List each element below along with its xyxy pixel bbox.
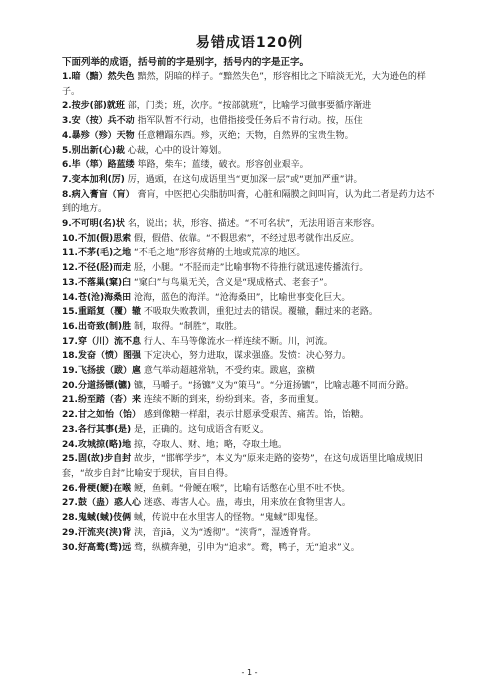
idiom-term: 4.暴殄（殄）天物 — [62, 130, 135, 141]
idiom-term: 26.骨梗(鲠)在喉 — [62, 483, 132, 494]
idiom-explanation: 蜮，传说中在水里害人的怪物。“鬼蜮”即鬼怪。 — [134, 513, 324, 524]
idiom-explanation: 黯然，阴暗的样子。“黯然失色”，形容相比之下暗淡无光，大为逊色的样子。 — [62, 72, 426, 97]
idiom-explanation: 部，门类；班，次序。“按部就班”，比喻学习做事要循序渐进 — [127, 101, 372, 112]
idiom-entry — [62, 496, 442, 511]
idiom-explanation: 心裁，心中的设计筹划。 — [127, 145, 227, 156]
idiom-term: 13.不落巢(窠)臼 — [62, 277, 132, 288]
idiom-entry — [62, 452, 442, 481]
idiom-term: 25.固(故)步自封 — [62, 454, 132, 465]
idiom-explanation: 制，取得。“制胜”，取胜。 — [134, 321, 243, 332]
page-number: - 1 - — [241, 668, 258, 677]
idiom-term: 20.分道扬镖(镳) — [62, 380, 132, 391]
idiom-entry — [62, 99, 442, 114]
idiom-explanation: 连续不断的到来，纷纷到来。沓，多而重复。 — [143, 395, 324, 406]
idiom-entry — [62, 173, 442, 188]
idiom-term: 28.鬼蜮(蜮)伎俩 — [62, 513, 132, 524]
idiom-entry — [62, 423, 442, 438]
idiom-entry — [62, 541, 442, 556]
idiom-entry — [62, 217, 442, 232]
idiom-entry — [62, 70, 442, 99]
idiom-entry — [62, 335, 442, 350]
idiom-explanation: “不毛之地”形容贫瘠的土地或荒凉的地区。 — [134, 248, 306, 259]
idiom-term: 3.安（按）兵不动 — [62, 116, 135, 127]
idiom-entry — [62, 246, 442, 261]
idiom-term: 22.甘之如怡（饴） — [62, 410, 141, 421]
idiom-entry — [62, 408, 442, 423]
idiom-explanation: 故步，“邯郸学步”，本义为“原来走路的姿势”，在这句成语里比喻成规旧套，“故步自封”比喻安于现状，盲目自得。 — [62, 454, 423, 479]
idiom-entry — [62, 114, 442, 129]
idiom-term: 5.别出新(心)裁 — [62, 145, 125, 156]
idiom-term: 24.攻城掠(略)地 — [62, 439, 132, 450]
idiom-entry — [62, 158, 442, 173]
idiom-explanation: “窠臼”与鸟巢无关，含义是“现成格式、老套子”。 — [134, 277, 333, 288]
idiom-explanation: 是，正确的。这句成语含有贬义。 — [134, 424, 270, 435]
idiom-entry — [62, 276, 442, 291]
idiom-entry — [62, 305, 442, 320]
idiom-term: 11.不茅(毛)之地 — [62, 248, 132, 259]
idiom-entry — [62, 188, 442, 217]
idiom-explanation: 不吸取失败教训，重犯过去的错误。覆辙，翻过来的老路。 — [143, 307, 378, 318]
idiom-term: 17.穿（川）流不息 — [62, 336, 141, 347]
idiom-entry — [62, 482, 442, 497]
idiom-entry — [62, 526, 442, 541]
idiom-term: 21.纷至踏（沓）来 — [62, 395, 141, 406]
idiom-entry — [62, 379, 442, 394]
idiom-explanation: 下定决心，努力进取，谋求强盛。发愤：决心努力。 — [143, 351, 351, 362]
idiom-entry — [62, 291, 442, 306]
idiom-term: 1.暗（黯）然失色 — [62, 72, 135, 82]
intro-text: 下面列举的成语，括号前的字是别字，括号内的字是正字。 — [62, 57, 310, 68]
idiom-term: 27.鼓（蛊）惑人心 — [62, 498, 141, 509]
idiom-entry — [62, 261, 442, 276]
idiom-explanation: 名，说出；状，形容、描述。“不可名状”，无法用语言来形容。 — [127, 219, 381, 230]
idiom-term: 10.不加(假)思索 — [62, 233, 132, 244]
idiom-entry — [62, 144, 442, 159]
idiom-entry — [62, 393, 442, 408]
idiom-term: 18.发奋（愤）图强 — [62, 351, 141, 362]
idiom-explanation: 行人、车马等像流水一样连续不断。川，河流。 — [143, 336, 333, 347]
idiom-entry — [62, 320, 442, 335]
idiom-term: 23.各行其事(是) — [62, 424, 132, 435]
idiom-explanation: 镳，马嚼子。“扬镳”义为“策马”。“分道扬镳”，比喻志趣不同而分路。 — [134, 380, 415, 391]
idiom-term: 14.苍(沧)海桑田 — [62, 292, 132, 303]
idiom-explanation: 感到像糖一样甜，表示甘愿承受艰苦、痛苦。饴，饴糖。 — [143, 410, 369, 421]
idiom-explanation: 指军队暂不行动，也借指接受任务后不肯行动。按，压住 — [137, 116, 363, 127]
page-title: 易错成语120例 — [195, 35, 304, 51]
idiom-term: 29.汗流夹(浃)背 — [62, 527, 132, 538]
idiom-explanation: 迷惑、毒害人心。蛊，毒虫，用来放在食物里害人。 — [143, 498, 351, 509]
idiom-term: 7.变本加利(厉) — [62, 174, 125, 185]
idiom-term: 16.出奇致(制)胜 — [62, 321, 132, 332]
idiom-explanation: 意气举动超越常轨，不受约束。跋扈，蛮横 — [143, 366, 315, 377]
idiom-term: 9.不可明(名)状 — [62, 219, 125, 230]
idiom-term: 8.病入膏盲（肓） — [62, 189, 135, 200]
idiom-explanation: 掠，夺取人、财、地；略，夺取土地。 — [134, 439, 288, 450]
idiom-explanation: 胫，小腿。“不胫而走”比喻事物不待推行就迅速传播流行。 — [134, 263, 369, 274]
idiom-entry — [62, 511, 442, 526]
idiom-term: 19.飞扬拔（跋）扈 — [62, 366, 141, 377]
idiom-explanation: 膏肓，中医把心尖脂肪叫膏，心脏和隔膜之间叫肓，认为此二者是药力达不到的地方。 — [62, 189, 435, 215]
idiom-term: 2.按步(部)就班 — [62, 101, 125, 112]
idiom-list — [62, 70, 442, 555]
idiom-explanation: 假，假借、依靠。“不假思索”，不经过思考就作出反应。 — [134, 233, 360, 244]
idiom-term: 6.毕（筚）路蓝缕 — [62, 160, 135, 171]
idiom-explanation: 沧海，蓝色的海洋。“沧海桑田”，比喻世事变化巨大。 — [134, 292, 351, 303]
idiom-explanation: 厉，過頭，在这句成语里当“更加深一层”或“更加严重”讲。 — [127, 174, 363, 185]
idiom-entry — [62, 364, 442, 379]
idiom-term: 15.重蹈复（覆）辙 — [62, 307, 141, 318]
idiom-explanation: 骛，纵横奔驰，引申为“追求”。鹜，鸭子，无“追求”义。 — [134, 542, 360, 553]
idiom-entry — [62, 349, 442, 364]
idiom-entry — [62, 232, 442, 247]
idiom-explanation: 浃，音jiā，义为“透彻”。“浃背”，湿透脊背。 — [134, 527, 317, 538]
idiom-term: 30.好高鹜(骛)远 — [62, 542, 132, 553]
idiom-entry — [62, 129, 442, 144]
idiom-explanation: 任意糟蹋东西。殄，灭绝；天物，自然界的宝贵生物。 — [137, 130, 354, 141]
idiom-entry — [62, 438, 442, 453]
idiom-explanation: 鲠，鱼刺。“骨鲠在喉”，比喻有话憋在心里不吐不快。 — [134, 483, 351, 494]
idiom-explanation: 筚路，柴车；蓝缕，破衣。形容创业艰辛。 — [137, 160, 309, 171]
idiom-term: 12.不径(胫)而走 — [62, 263, 132, 274]
